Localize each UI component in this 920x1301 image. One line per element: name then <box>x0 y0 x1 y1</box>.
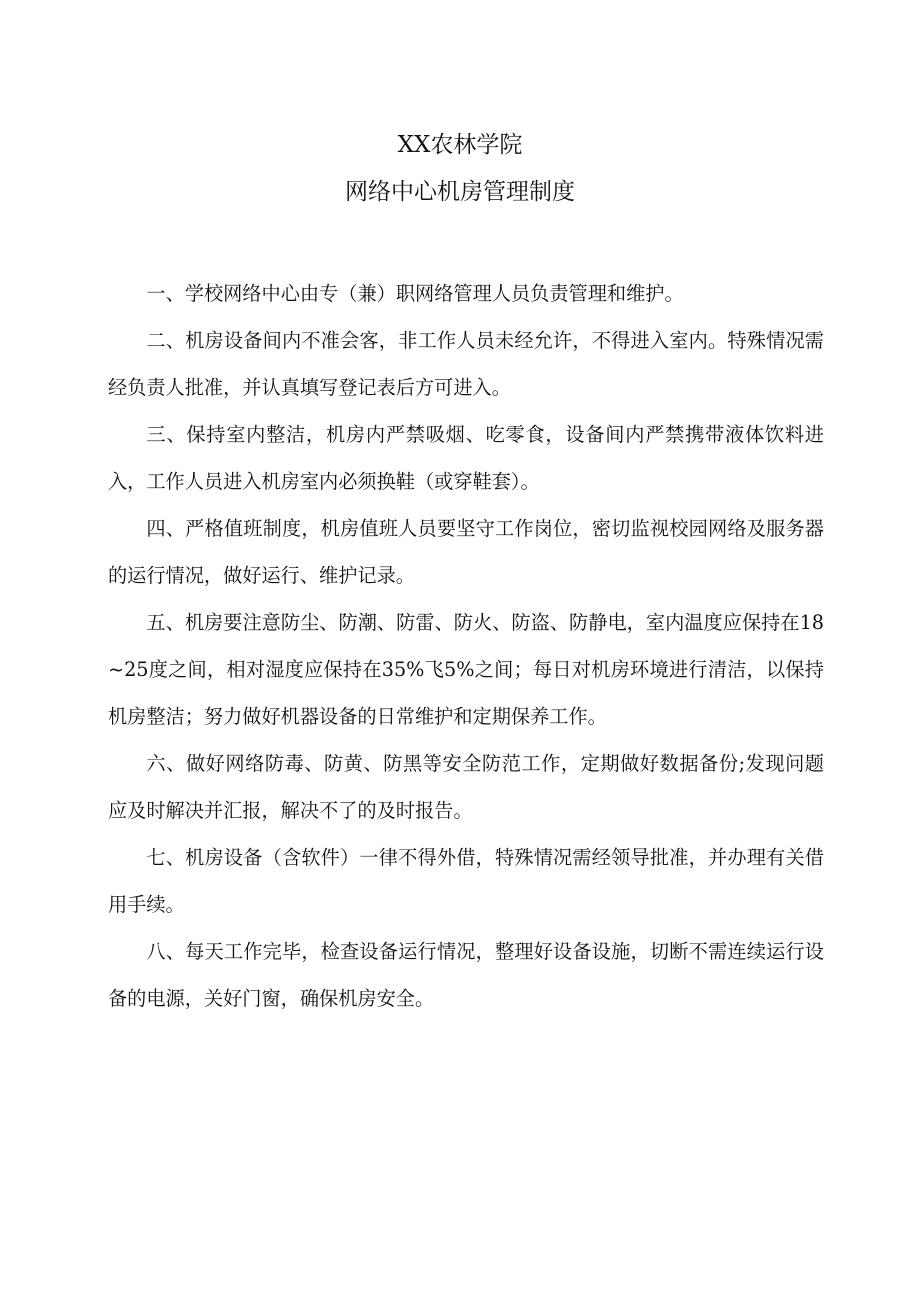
paragraph-1: 一、学校网络中心由专（兼）职网络管理人员负责管理和维护。 <box>146 282 684 305</box>
paragraph-7: 七、机房设备（含软件）一律不得外借，特殊情况需经领导批准，并办理有关借用手续。 <box>108 846 824 916</box>
paragraph-8: 八、每天工作完毕，检查设备运行情况，整理好设备设施，切断不需连续运行设备的电源，关好门窗，确保机房安全。 <box>108 940 824 1010</box>
document-title-regulation: 网络中心机房管理制度 <box>345 179 575 205</box>
paragraph-2: 二、机房设备间内不准会客，非工作人员未经允许，不得进入室内。特殊情况需经负责人批准，并认真填写登记表后方可进入。 <box>108 329 824 399</box>
paragraph-6: 六、做好网络防毒、防黄、防黑等安全防范工作，定期做好数据备份;发现问题应及时解决并汇报，解决不了的及时报告。 <box>108 752 824 822</box>
document-body <box>108 270 824 1022</box>
paragraph-5: 五、机房要注意防尘、防潮、防雷、防火、防盗、防静电，室内温度应保持在18~25度之间，相对湿度应保持在35%飞5%之间；每日对机房环境进行清洁，以保持机房整洁；努力做好机器设备的日常维护和定期保养工作。 <box>108 611 824 728</box>
paragraph-4: 四、严格值班制度，机房值班人员要坚守工作岗位，密切监视校园网络及服务器的运行情况，做好运行、维护记录。 <box>108 517 824 587</box>
paragraph-3: 三、保持室内整洁，机房内严禁吸烟、吃零食，设备间内严禁携带液体饮料进入，工作人员进入机房室内必须换鞋（或穿鞋套）。 <box>108 423 824 493</box>
document-title-institution: XX农林学院 <box>397 132 523 158</box>
